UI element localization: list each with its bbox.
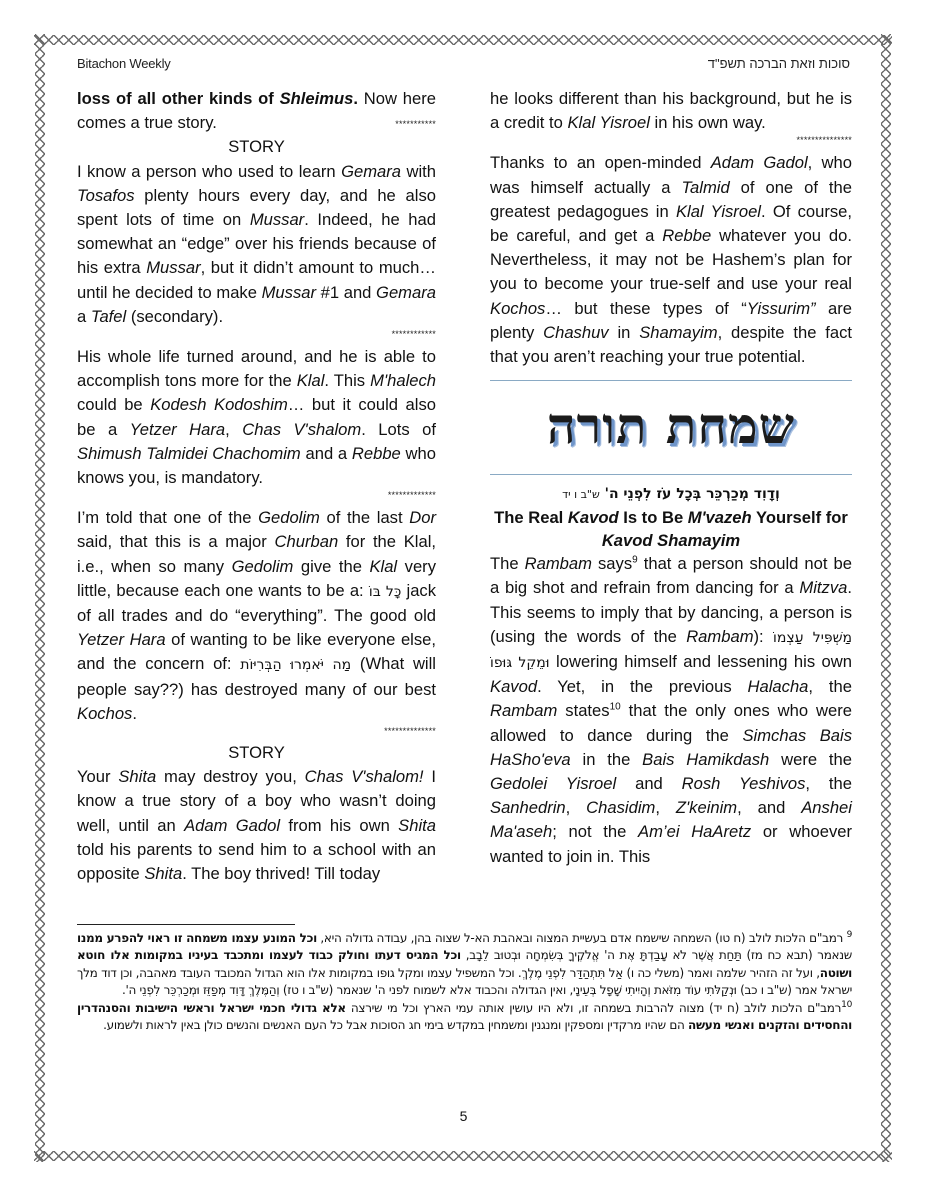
text: from his own: [280, 815, 399, 835]
text: . The boy thrived! Till today: [182, 864, 381, 884]
footnote-bold-text: וכל המונע עצמו משמחה זו ראוי להפרע ממנו: [77, 931, 317, 945]
text: may destroy you,: [156, 767, 305, 787]
italic-term: Tosafos: [77, 185, 135, 205]
text: Your: [77, 767, 119, 787]
publication-title: Bitachon Weekly: [77, 56, 171, 71]
italic-term: Rebbe: [662, 226, 712, 246]
italic-term: Chas V'shalom: [242, 419, 362, 439]
heading-divider-bottom: [490, 474, 852, 475]
section-separator-stars: **************: [384, 726, 436, 737]
italic-term: Tafel: [90, 306, 127, 326]
footnote-ref[interactable]: 10: [609, 701, 621, 713]
text: … but it could also be a: [77, 395, 436, 439]
section-separator-stars: ************: [391, 329, 436, 340]
italic-term: Gedolei Yisroel: [490, 774, 617, 794]
text: , who was himself actually a: [490, 153, 852, 197]
text: .: [132, 703, 137, 723]
hebrew-phrase: מַשְׁפִּיל עַצְמוֹ וּמֵקֵל גּוּפוֹ: [490, 629, 853, 672]
footnote-number: 10: [841, 999, 852, 1010]
italic-term: Klal Yisroel: [567, 113, 650, 133]
text: and: [616, 774, 682, 794]
hebrew-phrase: כָּל בּוֹ: [368, 583, 402, 600]
text: , the: [805, 774, 852, 794]
text: I know a true story of a boy who wasn’t doing well, until an: [77, 767, 436, 835]
story-heading: STORY: [228, 743, 285, 763]
paragraph: [77, 345, 436, 490]
border-bottom: [34, 1150, 892, 1162]
text: said, that this is a major: [77, 532, 275, 552]
text: ; not the: [552, 822, 639, 842]
right-column: [490, 87, 852, 869]
text: states: [557, 701, 610, 721]
italic-term: Mussar: [146, 258, 201, 278]
text: I’m told that one of the: [77, 508, 259, 528]
italic-term: Kavod Shamayim: [601, 531, 741, 551]
text: . This: [324, 371, 371, 391]
italic-term: Mussar: [261, 282, 316, 302]
footnote-text: רמב"ם הלכות לולב (ח טו) השמחה שישמח אדם בעשיית המצוה ובאהבת הא-ל שצוה בהן, עבודה גדולה היא,: [316, 931, 847, 945]
running-header: [77, 56, 850, 76]
footnote-text: רמב"ם הלכות לולב (ח יד) מצוה להרבות בשמחה זו, ולא היו עושין אותה עמי הארץ וכל מי שירצה: [345, 1000, 842, 1015]
text: of one of the greatest pedagogues in: [490, 177, 852, 221]
text: (secondary).: [126, 306, 224, 326]
paragraph: [490, 87, 852, 135]
italic-term: Rebbe: [351, 443, 401, 463]
verse-text: וְדָוִד מְכַרְכֵּר בְּכָל עֹז לִפְנֵי ה': [604, 486, 780, 503]
italic-term: Shita: [118, 767, 157, 787]
paragraph: [77, 765, 436, 886]
text: The Real: [494, 508, 568, 528]
section-separator-stars: ***************: [796, 135, 852, 146]
text: (What will people say??) has destroyed many of our best: [77, 654, 436, 699]
text: … but these types of “: [545, 298, 747, 318]
text: give the: [293, 556, 370, 576]
italic-term: Gemara: [341, 161, 402, 181]
text: Now here comes a true story.: [77, 89, 436, 133]
italic-term: Yetzer Hara: [77, 630, 166, 650]
verse-quote: [490, 483, 852, 506]
text: . Yet, in the previous: [537, 677, 748, 697]
italic-term: Yetzer Hara: [129, 419, 226, 439]
footnote-text: הם שהיו מרקדין ומספקין ומנגנין ומשמחין במקדש בימי חג הסוכות אבל כל העם האנשים והנשים כולן באין לראות ולשמוע.: [103, 1018, 689, 1033]
italic-term: Klal: [369, 556, 398, 576]
paragraph: [77, 506, 436, 726]
text: . Indeed, he had somewhat an “edge” over his friends because of his extra: [77, 210, 436, 278]
italic-term: Halacha: [747, 677, 809, 697]
italic-term: Anshei Ma'aseh: [490, 798, 852, 842]
border-right: [880, 34, 892, 1162]
italic-term: Chas V'shalom!: [304, 767, 424, 787]
text: with: [401, 161, 437, 181]
text: for the Klal, i.e., when so many: [77, 532, 437, 576]
text: , the: [808, 677, 852, 697]
italic-term: Adam Gadol: [710, 153, 808, 173]
italic-term: Churban: [274, 532, 339, 552]
paragraph: [77, 160, 436, 329]
text: says: [591, 554, 633, 574]
paragraph: [490, 151, 852, 369]
text: very little, because each one wants to be a:: [77, 556, 436, 600]
text: . This seems to imply that by dancing, a person is (using the words of the: [490, 578, 852, 646]
text: could be: [77, 395, 151, 415]
italic-term: Chashuv: [543, 322, 609, 342]
text: of the last: [319, 508, 410, 528]
italic-term: Rambam: [524, 554, 592, 574]
footnote-bold-text: אלא גדולי חכמי ישראל וראשי הישיבות והסנהדרין והחסידים והזקנים ואנשי מעשה: [77, 1000, 852, 1033]
footnote-separator: [77, 924, 295, 925]
verse-reference: ש"ב ו יד: [562, 488, 600, 502]
text: in: [608, 322, 640, 342]
border-top: [34, 34, 892, 46]
paragraph: [490, 552, 852, 869]
bold-text: loss of all other kinds of: [77, 89, 280, 108]
text: lowering himself and lessening his own: [549, 652, 852, 672]
italic-term: Gedolim: [258, 508, 320, 528]
italic-term: Rosh Yeshivos: [681, 774, 806, 794]
footnote-10: [77, 1000, 852, 1035]
text: and a: [300, 443, 352, 463]
italic-term: Rambam: [490, 701, 558, 721]
footnote-text: , ועל זה הזהיר שלמה ואמר (משלי כה ו) אַל תִּתְהַדַּר לִפְנֵי מֶלֶךְ. וכל המשפיל עצמו ומקל גופו במקומות אלו הוא הגדול המכובד העובד מאהבה, וכן דוד מלך ישראל אמר (ש"ב ו כב) וּנְקַלֹּתִי עוֹד מִזֹּאת וְהָיִיתִי שָׁפָל בְּעֵינָי, ואין הגדולה והכבוד אלא לשמוח לפני ה' שנאמר (ש"ב ו טז) וְהַמֶּלֶךְ דָּוִד מְפַזֵּז וּמְכַרְכֵּר לִפְנֵי ה'.: [77, 965, 852, 998]
italic-term: Kavod: [490, 677, 538, 697]
footnote-number: 9: [846, 930, 852, 940]
text: Is to Be: [618, 508, 688, 528]
text: plenty hours every day, and he also spent lots of time on: [77, 185, 436, 230]
italic-term: Gedolim: [231, 556, 294, 576]
section-separator-stars: *************: [387, 490, 436, 501]
text: that a person should not be a big shot and refrain from dancing for a: [490, 554, 852, 598]
italic-term: Klal: [296, 371, 325, 391]
italic-term: Simchas Bais HaSho'eva: [490, 725, 852, 769]
text: ,: [225, 419, 243, 439]
footnote-ref[interactable]: 9: [632, 554, 638, 566]
page-number: 5: [459, 1108, 468, 1124]
italic-term: Shita: [398, 815, 436, 835]
text: told his parents to send him to a school with an opposite: [77, 839, 436, 884]
italic-term: Mussar: [249, 210, 305, 230]
story-heading: STORY: [228, 137, 285, 157]
italic-term: Kochos: [77, 703, 133, 723]
issue-title-hebrew: סוכות וזאת הברכה תשפ"ד: [707, 56, 850, 71]
italic-term: Adam Gadol: [184, 815, 281, 835]
text: that the only ones who were allowed to dance during the: [490, 701, 852, 745]
article-title: [490, 506, 852, 552]
hebrew-phrase: מַה יֹּאמְרוּ הַבְּרִיּוֹת: [240, 657, 352, 674]
italic-term: Shamayim: [639, 322, 718, 342]
footnotes: [77, 930, 852, 1034]
text: jack of all trades and do “everything”. The good old: [77, 580, 437, 626]
italic-term: Gemara: [376, 282, 436, 302]
text: in the: [570, 749, 643, 769]
text: of wanting to be like everyone else, and the concern of:: [77, 630, 436, 674]
italic-term: Yissurim”: [746, 298, 816, 318]
italic-term: Rambam: [686, 626, 754, 646]
text: ):: [753, 626, 774, 646]
italic-term: Sanhedrin: [490, 798, 566, 818]
text: , and: [737, 798, 802, 818]
text: , despite the fact that you aren’t reaching your true potential.: [490, 322, 852, 367]
text: ,: [565, 798, 587, 818]
text: ,: [655, 798, 676, 818]
italic-term: Bais Hamikdash: [642, 749, 770, 769]
italic-term: Shimush Talmidei Chachomim: [77, 443, 301, 463]
footnote-bold-text: וכל המגיס דעתו וחולק כבוד לעצמו ומתכבד בעיניו במקומות אלו חוטא ושוטה: [77, 948, 852, 980]
italic-term: Mitzva: [799, 578, 848, 598]
border-left: [34, 34, 46, 1162]
text: The: [490, 554, 525, 574]
text: whatever you do. Nevertheless, it may not be Hashem’s plan for you to become your true-self and use your real: [490, 226, 852, 294]
bold-italic-term: Shleimus: [279, 89, 354, 108]
text: who knows you, is mandatory.: [77, 443, 436, 488]
text: a: [77, 306, 91, 326]
italic-term: Kavod: [567, 508, 619, 528]
left-column: [77, 87, 436, 886]
text: #1 and: [316, 282, 377, 302]
text: he looks different than his background, but he is a credit to: [490, 89, 852, 133]
section-heading-simchas-torah: שמחת תורה: [546, 396, 796, 456]
italic-term: Shita: [144, 864, 183, 884]
footnote-text: שנאמר (תבא כח מז) תַּחַת אֲשֶׁר לֹא עָבַדְתָּ אֶת ה' אֱלֹקֶיךָ בְּשִׂמְחָה וּבְטוּב לֵבָב,: [460, 948, 852, 963]
italic-term: Talmid: [681, 177, 730, 197]
text: I know a person who used to learn: [77, 161, 342, 181]
text: His whole life turned around, and he is able to accomplish tons more for the: [77, 347, 436, 391]
footnote-9: [77, 930, 852, 1000]
italic-term: M'halech: [370, 371, 437, 391]
italic-term: Dor: [409, 508, 436, 528]
italic-term: Chasidim: [586, 798, 656, 818]
italic-term: Klal Yisroel: [675, 201, 761, 221]
italic-term: Kodesh Kodoshim: [150, 395, 288, 415]
text: . Lots of: [361, 419, 436, 439]
text: in his own way.: [649, 113, 766, 133]
section-separator-stars: ***********: [395, 119, 436, 130]
italic-term: M'vazeh: [687, 508, 752, 528]
bold-text: .: [353, 89, 358, 108]
text: Yourself for: [751, 508, 848, 528]
text: . Of course, be careful, and get a: [490, 201, 853, 246]
text: were the: [769, 749, 852, 769]
text: are plenty: [490, 298, 852, 342]
text: , but it didn’t amount to much… until he decided to make: [77, 258, 436, 302]
italic-term: Kochos: [490, 298, 546, 318]
text: or whoever wanted to join in. This: [490, 822, 852, 866]
italic-term: Am’ei HaAretz: [638, 822, 752, 842]
text: Thanks to an open-minded: [490, 153, 711, 173]
italic-term: Z'keinim: [675, 798, 738, 818]
